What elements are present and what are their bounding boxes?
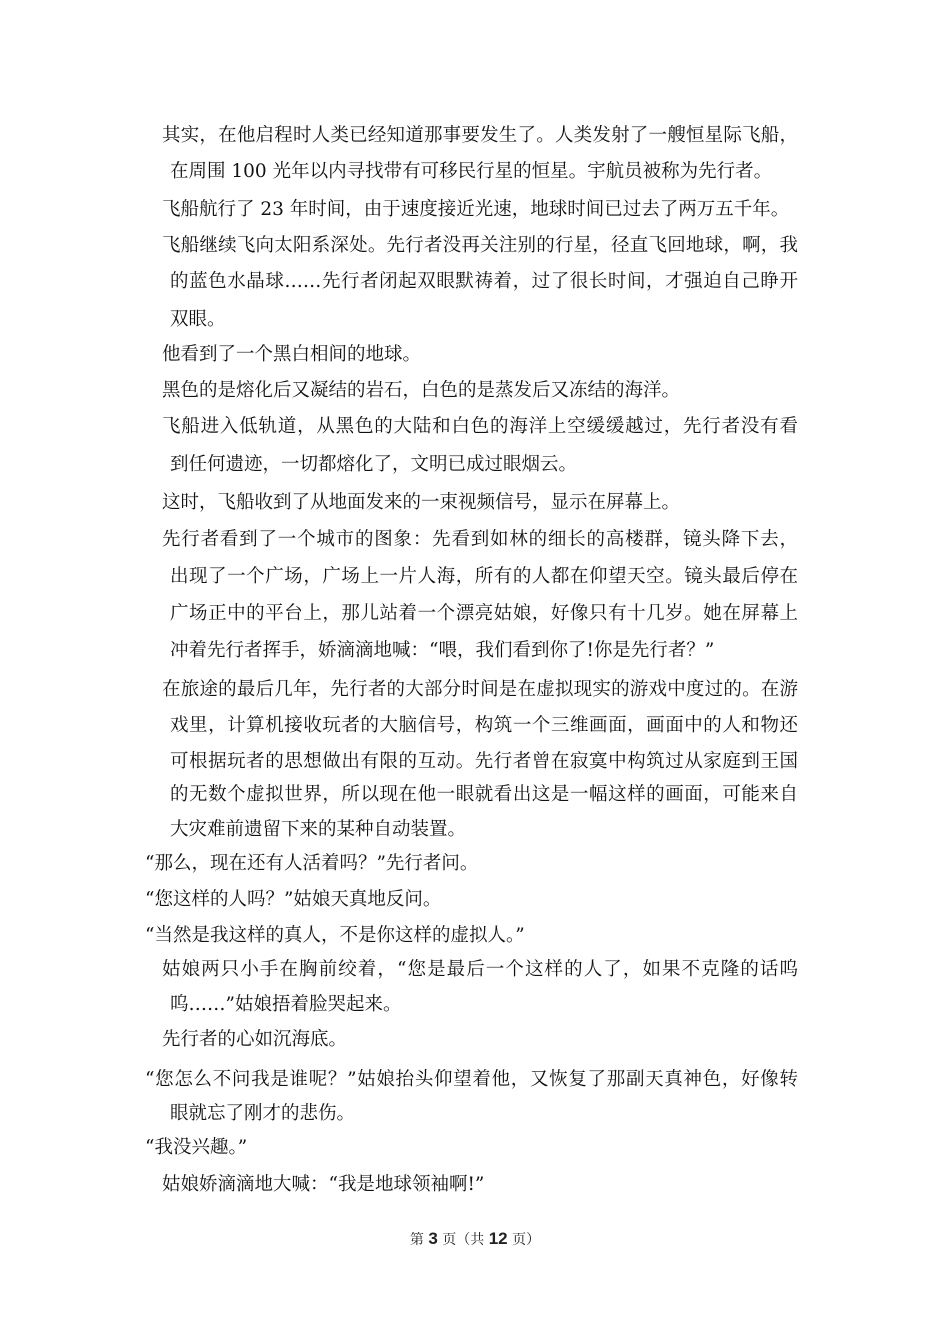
text-line: 的无数个虚拟世界，所以现在他一眼就看出这是一幅这样的画面，可能来自 (170, 784, 798, 805)
text-line: 的蓝色水晶球……先行者闭起双眼默祷着，过了很长时间，才强迫自己睁开 (170, 271, 798, 292)
text-line: 冲着先行者挥手，娇滴滴地喊：“喂，我们看到你了!你是先行者？” (170, 640, 715, 661)
text-line: 出现了一个广场，广场上一片人海，所有的人都在仰望天空。镜头最后停在 (170, 566, 798, 587)
footer-prefix: 第 (409, 1232, 429, 1248)
current-page-number: 3 (428, 1229, 438, 1248)
footer-suffix: 页） (507, 1232, 541, 1248)
total-pages-number: 12 (488, 1229, 508, 1248)
text-line: 姑娘娇滴滴地大喊：“我是地球领袖啊!” (162, 1174, 485, 1195)
text-line: “那么，现在还有人活着吗？”先行者问。 (145, 853, 479, 874)
text-line: 戏里，计算机接收玩者的大脑信号，构筑一个三维画面，画面中的人和物还 (170, 715, 798, 736)
text-line: 他看到了一个黑白相间的地球。 (162, 344, 422, 365)
text-line: “我没兴趣。” (145, 1137, 248, 1158)
text-line: 飞船航行了 23 年时间，由于速度接近光速，地球时间已过去了两万五千年。 (162, 199, 790, 220)
text-line: 飞船继续飞向太阳系深处。先行者没再关注别的行星，径直飞回地球，啊，我 (162, 235, 798, 256)
text-line: 黑色的是熔化后又凝结的岩石，白色的是蒸发后又冻结的海洋。 (162, 380, 681, 401)
text-line: 先行者看到了一个城市的图象：先看到如林的细长的高楼群，镜头降下去， (162, 529, 798, 550)
text-line: 这时，飞船收到了从地面发来的一束视频信号，显示在屏幕上。 (162, 492, 681, 513)
text-line: 先行者的心如沉海底。 (162, 1029, 348, 1050)
text-line: 双眼。 (170, 309, 226, 330)
text-line: 姑娘两只小手在胸前绞着，“您是最后一个这样的人了，如果不克隆的话呜 (162, 959, 798, 980)
page-footer (0, 1229, 950, 1249)
text-line: “当然是我这样的真人，不是你这样的虚拟人。” (145, 925, 525, 946)
text-line: 呜……”姑娘捂着脸哭起来。 (170, 994, 402, 1015)
text-line: 其实，在他启程时人类已经知道那事要发生了。人类发射了一艘恒星际飞船， (162, 125, 798, 146)
text-line: 眼就忘了刚才的悲伤。 (170, 1103, 356, 1124)
text-line: 大灾难前遗留下来的某种自动装置。 (170, 819, 467, 840)
text-line: 飞船进入低轨道，从黑色的大陆和白色的海洋上空缓缓越过，先行者没有看 (162, 416, 798, 437)
text-line: 可根据玩者的思想做出有限的互动。先行者曾在寂寞中构筑过从家庭到王国 (170, 751, 798, 772)
text-line: 广场正中的平台上，那儿站着一个漂亮姑娘，好像只有十几岁。她在屏幕上 (170, 603, 798, 624)
text-line: 在旅途的最后几年，先行者的大部分时间是在虚拟现实的游戏中度过的。在游 (162, 679, 798, 700)
text-line: “您这样的人吗？”姑娘天真地反问。 (145, 889, 442, 910)
text-line: “您怎么不问我是谁呢？”姑娘抬头仰望着他，又恢复了那副天真神色，好像转 (145, 1069, 798, 1090)
text-line: 在周围 100 光年以内寻找带有可移民行星的恒星。宇航员被称为先行者。 (170, 161, 773, 182)
footer-mid: 页（共 (437, 1232, 489, 1248)
text-line: 到任何遗迹，一切都熔化了，文明已成过眼烟云。 (170, 454, 578, 475)
